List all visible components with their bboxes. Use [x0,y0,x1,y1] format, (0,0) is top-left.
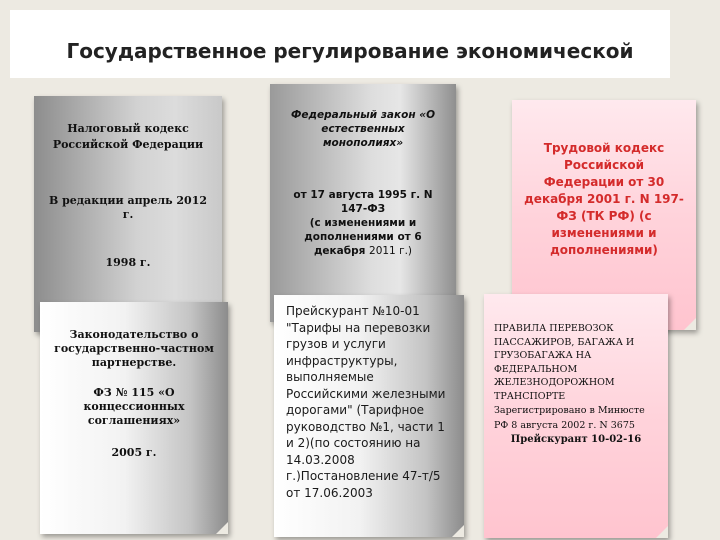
card-ppp-law [40,302,228,534]
tax-code-line1: Налоговый кодекс [67,122,189,135]
tax-code-year: 1998 г. [105,256,151,269]
card-tariff-pricelist [274,295,464,537]
monopoly-law-changes-b: декабря [313,245,366,257]
ppp-law-concession: ФЗ № 115 «О концессионных соглашениях» [83,386,185,427]
monopoly-law-changes-a: (с изменениями и дополнениями от 6 [304,217,422,243]
card-monopoly-law [270,84,456,322]
transport-rules-registration: Зарегистрировано в Минюсте РФ 8 августа 2002 г. N 3675 [494,405,645,431]
monopoly-law-date: от 17 августа 1995 г. N 147-ФЗ [293,189,433,215]
transport-rules-pricelist: Прейскурант 10-02-16 [510,434,642,445]
ppp-law-year: 2005 г. [111,446,157,459]
card-transport-rules [484,294,668,538]
labor-code-text: Трудовой кодекс Российской Федерации от 30 декабря 2001 г. N 197-ФЗ (ТК РФ) (с изменениями и дополнениями) [524,141,684,257]
monopoly-law-changes [282,216,444,258]
tax-code-line2: Российской Федерации [52,138,204,151]
monopoly-law-changes-c: 2011 г.) [369,245,413,257]
page-title: Государственное регулирование экономической [66,39,634,63]
tax-code-edition: В редакции апрель 2012 г. [48,194,208,221]
tariff-pricelist-text: Прейскурант №10-01 "Тарифы на перевозки грузов и услуги инфраструктуры, выполняемые Российскими железными дорогами" (Тарифное руководство №1, части 1 и 2)(по состоянию на 14.03.2008 г.)Постановление 47-т/5 от 17.06.2003 [286,304,446,500]
ppp-law-title: Законодательство о государственно-частном партнерстве. [54,328,214,369]
transport-rules-title: ПРАВИЛА ПЕРЕВОЗОК ПАССАЖИРОВ, БАГАЖА И ГРУЗОБАГАЖА НА ФЕДЕРАЛЬНОМ ЖЕЛЕЗНОДОРОЖНОМ ТРАНСПОРТЕ [494,323,635,402]
card-tax-code [34,96,222,332]
monopoly-law-title: Федеральный закон «О естественных монополиях» [290,109,436,149]
